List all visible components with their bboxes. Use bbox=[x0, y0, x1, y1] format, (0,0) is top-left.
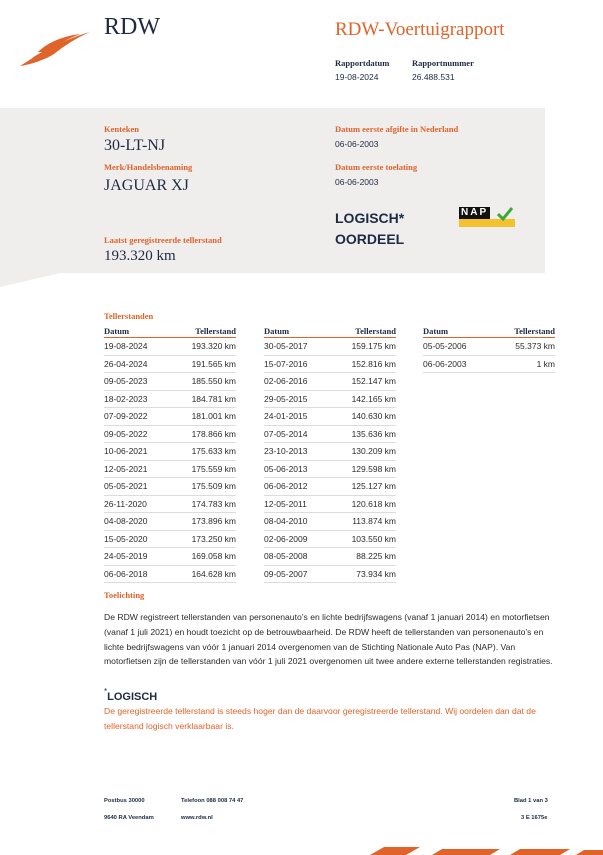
row-value: 193.320 km bbox=[191, 341, 236, 352]
row-date: 06-06-2018 bbox=[104, 568, 148, 579]
footer-postbus: Postbus 30000 bbox=[104, 798, 145, 804]
row-value: 88.225 km bbox=[356, 551, 396, 562]
row-value: 55.373 km bbox=[515, 341, 555, 352]
first-admission-nl-label: Datum eerste afgifte in Nederland bbox=[335, 124, 459, 134]
row-date: 02-06-2009 bbox=[264, 533, 308, 544]
verdict-line-2: OORDEEL bbox=[335, 231, 405, 247]
row-value: 184.781 km bbox=[191, 393, 236, 404]
footer-website: www.rdw.nl bbox=[181, 815, 213, 821]
row-value: 173.896 km bbox=[191, 516, 236, 527]
row-value: 159.175 km bbox=[351, 341, 396, 352]
row-value: 120.618 km bbox=[351, 498, 396, 509]
table-row bbox=[264, 356, 396, 374]
brand-name: RDW bbox=[104, 14, 160, 40]
row-date: 10-06-2021 bbox=[104, 446, 148, 457]
row-value: 152.147 km bbox=[351, 376, 396, 387]
row-value: 140.630 km bbox=[351, 411, 396, 422]
row-value: 103.550 km bbox=[351, 533, 396, 544]
row-date: 24-01-2015 bbox=[264, 411, 308, 422]
table-row bbox=[264, 478, 396, 496]
table-row bbox=[264, 461, 396, 479]
table-row bbox=[264, 391, 396, 409]
row-value: 164.628 km bbox=[191, 568, 236, 579]
vehicle-summary-panel bbox=[0, 108, 545, 273]
col-value-header: Tellerstand bbox=[355, 326, 396, 336]
logisch-note-heading bbox=[104, 687, 157, 705]
row-date: 24-05-2019 bbox=[104, 551, 148, 562]
row-value: 169.058 km bbox=[191, 551, 236, 562]
footer-document-code: 3 E 1675e bbox=[521, 815, 548, 821]
first-admission: 06-06-2003 bbox=[335, 177, 379, 187]
table-row bbox=[264, 408, 396, 426]
odometer-table-2 bbox=[264, 326, 396, 583]
last-odometer: 193.320 km bbox=[104, 248, 176, 264]
col-date-header: Datum bbox=[423, 326, 449, 336]
row-date: 18-02-2023 bbox=[104, 393, 148, 404]
col-value-header: Tellerstand bbox=[195, 326, 236, 336]
table-row bbox=[104, 426, 236, 444]
row-date: 02-06-2016 bbox=[264, 376, 308, 387]
row-value: 178.866 km bbox=[191, 428, 236, 439]
col-value-header: Tellerstand bbox=[514, 326, 555, 336]
make-label: Merk/Handelsbenaming bbox=[104, 162, 193, 172]
table-row bbox=[264, 496, 396, 514]
row-value: 73.934 km bbox=[356, 568, 396, 579]
nap-label: NAP bbox=[461, 207, 489, 218]
row-date: 08-04-2010 bbox=[264, 516, 308, 527]
footer-stripes-decoration bbox=[370, 843, 603, 855]
vehicle-make: JAGUAR XJ bbox=[104, 177, 189, 194]
table-row bbox=[104, 391, 236, 409]
row-date: 12-05-2011 bbox=[264, 498, 307, 509]
row-date: 15-07-2016 bbox=[264, 358, 308, 369]
table-row bbox=[104, 566, 236, 584]
report-number: 26.488.531 bbox=[412, 72, 455, 82]
row-date: 29-05-2015 bbox=[264, 393, 308, 404]
table-row bbox=[104, 356, 236, 374]
table-row bbox=[423, 338, 555, 356]
first-admission-nl: 06-06-2003 bbox=[335, 139, 379, 149]
row-value: 152.816 km bbox=[351, 358, 396, 369]
row-date: 07-09-2022 bbox=[104, 411, 148, 422]
footer-phone: Telefoon 088 008 74 47 bbox=[181, 798, 244, 804]
row-date: 12-05-2021 bbox=[104, 463, 148, 474]
table-row bbox=[104, 461, 236, 479]
table-row bbox=[264, 513, 396, 531]
odometer-section-title: Tellerstanden bbox=[104, 311, 154, 321]
col-date-header: Datum bbox=[264, 326, 290, 336]
row-date: 30-05-2017 bbox=[264, 341, 308, 352]
explanation-title: Toelichting bbox=[104, 590, 145, 600]
report-number-label: Rapportnummer bbox=[412, 58, 474, 68]
report-title: RDW-Voertuigrapport bbox=[335, 19, 505, 40]
table-row bbox=[104, 531, 236, 549]
footer-address: 9640 RA Veendam bbox=[104, 815, 154, 821]
license-plate: 30-LT-NJ bbox=[104, 137, 166, 154]
plate-label: Kenteken bbox=[104, 124, 139, 134]
odometer-table-3 bbox=[423, 326, 555, 373]
row-date: 05-06-2013 bbox=[264, 463, 308, 474]
report-date-label: Rapportdatum bbox=[335, 58, 390, 68]
table-row bbox=[264, 373, 396, 391]
table-row bbox=[264, 548, 396, 566]
row-date: 08-05-2008 bbox=[264, 551, 308, 562]
check-icon bbox=[497, 207, 513, 221]
verdict-line-1: LOGISCH* bbox=[335, 210, 405, 226]
row-value: 173.250 km bbox=[191, 533, 236, 544]
table-row bbox=[423, 356, 555, 374]
table-row bbox=[264, 443, 396, 461]
row-value: 175.509 km bbox=[191, 481, 236, 492]
table-row bbox=[104, 548, 236, 566]
col-date-header: Datum bbox=[104, 326, 130, 336]
table-row bbox=[104, 408, 236, 426]
row-date: 26-04-2024 bbox=[104, 358, 148, 369]
row-date: 05-05-2021 bbox=[104, 481, 148, 492]
row-value: 130.209 km bbox=[351, 446, 396, 457]
row-date: 05-05-2006 bbox=[423, 341, 467, 352]
row-date: 09-05-2022 bbox=[104, 428, 148, 439]
row-value: 135.636 km bbox=[351, 428, 396, 439]
logisch-note-text: De geregistreerde tellerstand is steeds hoger dan de daarvoor geregistreerde tellerstand. Wij oordelen dan dat de tellerstand logisch verklaarbaar is. bbox=[104, 706, 536, 731]
explanation-text: De RDW registreert tellerstanden van personenauto’s en lichte bedrijfswagens (vanaf 1 januari 2014) en motorfietsen (vanaf 1 juli 2021) en houdt toezicht op de betrouwbaarheid. De RDW heeft de tellerstanden van personenauto’s en lichte bedrijfswagens van vóór 1 januari 2014 overgenomen van de Stichting Nationale Auto Pas (NAP). Van motorfietsen zijn de tellerstanden van vóór 1 juli 2021 overgenomen uit twee andere externe tellerstanden registraties. bbox=[104, 612, 553, 667]
last-odometer-label: Laatst geregistreerde tellerstand bbox=[104, 235, 222, 245]
row-value: 174.783 km bbox=[191, 498, 236, 509]
first-admission-label: Datum eerste toelating bbox=[335, 162, 418, 172]
report-date: 19-08-2024 bbox=[335, 72, 379, 82]
row-value: 129.598 km bbox=[351, 463, 396, 474]
table-row bbox=[104, 513, 236, 531]
table-row bbox=[104, 496, 236, 514]
row-value: 125.127 km bbox=[351, 481, 396, 492]
row-date: 19-08-2024 bbox=[104, 341, 148, 352]
odometer-table-1 bbox=[104, 326, 236, 583]
row-date: 06-06-2012 bbox=[264, 481, 308, 492]
row-value: 175.559 km bbox=[191, 463, 236, 474]
row-date: 23-10-2013 bbox=[264, 446, 308, 457]
table-row bbox=[264, 338, 396, 356]
row-date: 26-11-2020 bbox=[104, 498, 147, 509]
row-value: 181.001 km bbox=[191, 411, 236, 422]
note-star: * bbox=[104, 687, 108, 696]
row-value: 191.565 km bbox=[191, 358, 236, 369]
table-row bbox=[264, 566, 396, 584]
table-row bbox=[104, 443, 236, 461]
table-row bbox=[264, 426, 396, 444]
row-value: 142.165 km bbox=[351, 393, 396, 404]
row-date: 06-06-2003 bbox=[423, 358, 467, 369]
row-date: 15-05-2020 bbox=[104, 533, 148, 544]
nap-badge bbox=[457, 207, 517, 229]
row-date: 07-05-2014 bbox=[264, 428, 308, 439]
table-row bbox=[104, 373, 236, 391]
row-value: 185.550 km bbox=[191, 376, 236, 387]
panel-tail-decoration bbox=[0, 273, 60, 287]
table-header bbox=[423, 326, 555, 338]
row-value: 1 km bbox=[536, 358, 555, 369]
table-row bbox=[104, 338, 236, 356]
row-date: 04-08-2020 bbox=[104, 516, 148, 527]
table-header bbox=[264, 326, 396, 338]
table-row bbox=[104, 478, 236, 496]
table-header bbox=[104, 326, 236, 338]
note-title: LOGISCH bbox=[107, 691, 158, 703]
row-value: 175.633 km bbox=[191, 446, 236, 457]
table-row bbox=[264, 531, 396, 549]
row-date: 09-05-2023 bbox=[104, 376, 148, 387]
footer-page-number: Blad 1 van 3 bbox=[514, 798, 548, 804]
row-date: 09-05-2007 bbox=[264, 568, 308, 579]
row-value: 113.874 km bbox=[352, 516, 396, 527]
rdw-logo-icon bbox=[18, 28, 92, 70]
